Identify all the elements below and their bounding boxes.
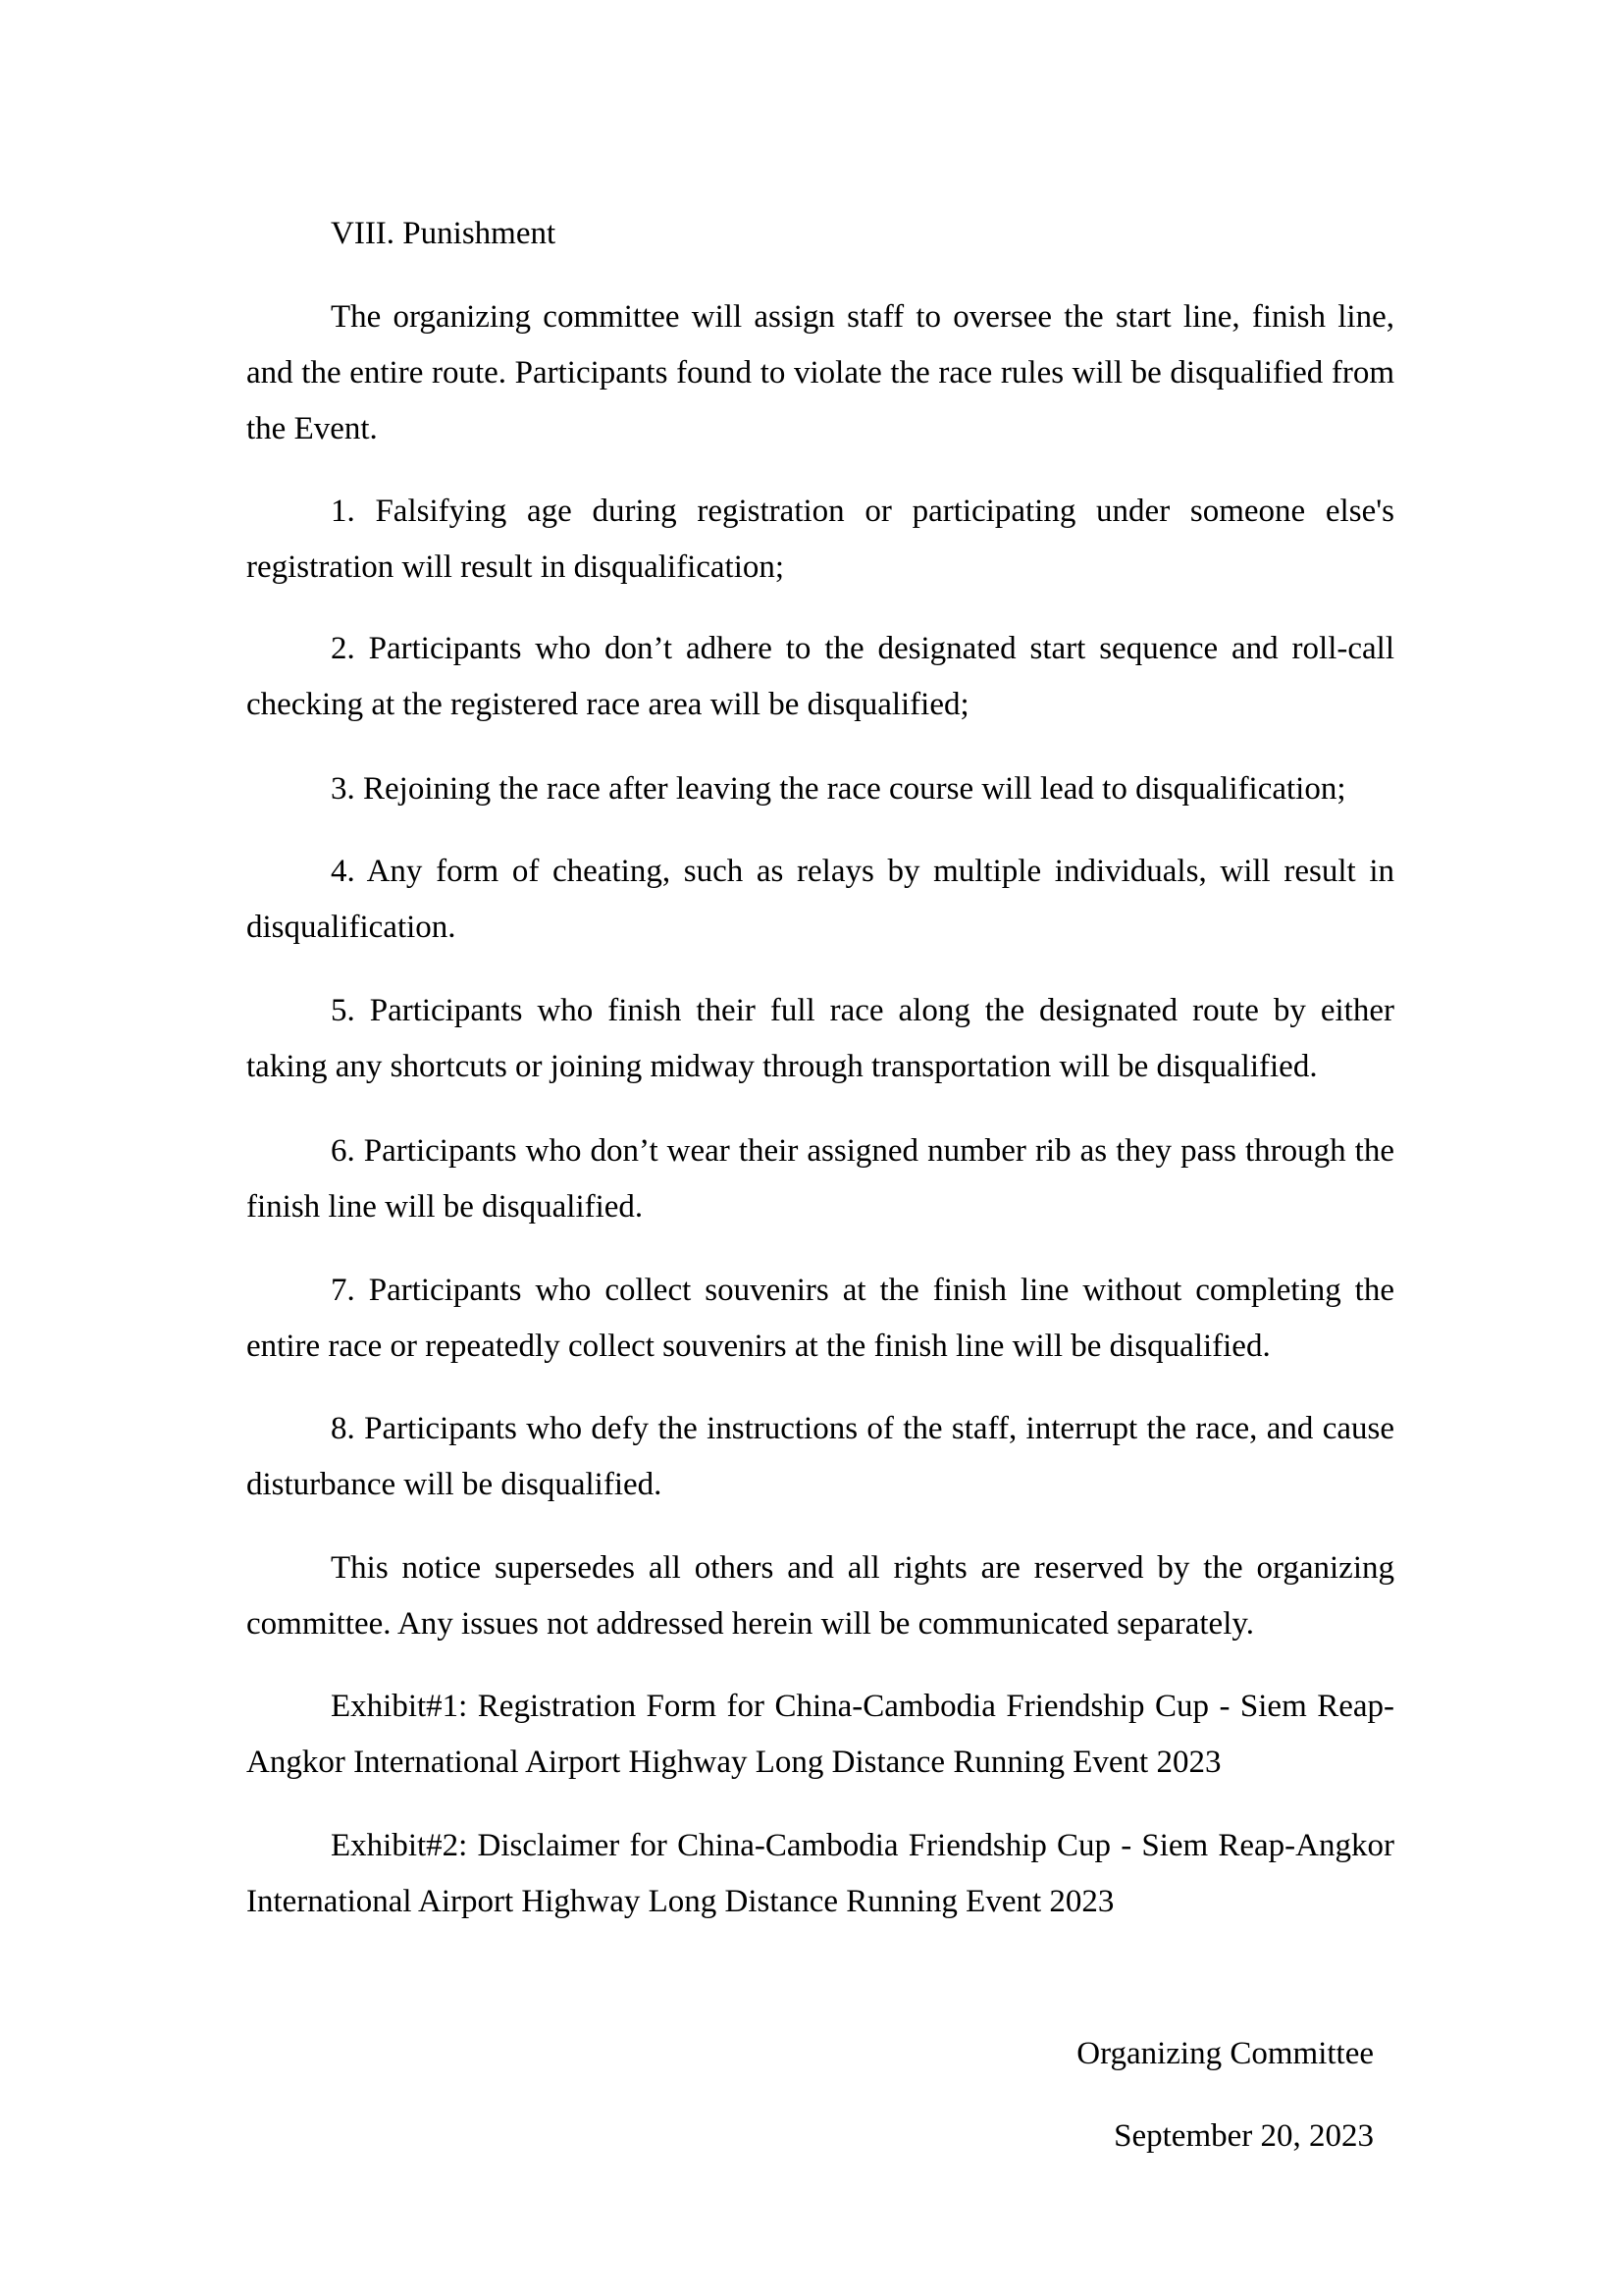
intro-paragraph: The organizing committee will assign staff to oversee the start line, finish line, and the entire route. Participants found to violate the race rules will be disqualified from the Event. (246, 299, 1394, 446)
rule-item-1: 1. Falsifying age during registration or participating under someone else's registration will result in disqualification; (246, 494, 1394, 585)
rule-item-4: 4. Any form of cheating, such as relays by multiple individuals, will result in disqualification. (246, 854, 1394, 945)
exhibit-2-reference: Exhibit#2: Disclaimer for China-Cambodia Friendship Cup - Siem Reap-Angkor International Airport Highway Long Distance Running Event 2023 (246, 1828, 1394, 1919)
rule-item-5: 5. Participants who finish their full race along the designated route by either taking any shortcuts or joining midway through transportation will be disqualified. (246, 993, 1394, 1084)
rule-item-3: 3. Rejoining the race after leaving the race course will lead to disqualification; (331, 771, 1346, 807)
rule-item-8: 8. Participants who defy the instructions of the staff, interrupt the race, and cause disturbance will be disqualified. (246, 1411, 1394, 1502)
signature-organization: Organizing Committee (1076, 2036, 1374, 2071)
rule-item-7: 7. Participants who collect souvenirs at the finish line without completing the entire race or repeatedly collect souvenirs at the finish line will be disqualified. (246, 1273, 1394, 1364)
rule-item-6: 6. Participants who don’t wear their assigned number rib as they pass through the finish line will be disqualified. (246, 1133, 1394, 1225)
rule-item-2: 2. Participants who don’t adhere to the designated start sequence and roll-call checking at the registered race area will be disqualified; (246, 631, 1394, 722)
notice-paragraph: This notice supersedes all others and all rights are reserved by the organizing committee. Any issues not addressed herein will be communicated separately. (246, 1550, 1394, 1642)
section-heading: VIII. Punishment (331, 216, 556, 251)
exhibit-1-reference: Exhibit#1: Registration Form for China-Cambodia Friendship Cup - Siem Reap-Angkor International Airport Highway Long Distance Running Event 2023 (246, 1689, 1394, 1780)
signature-date: September 20, 2023 (1114, 2118, 1374, 2154)
